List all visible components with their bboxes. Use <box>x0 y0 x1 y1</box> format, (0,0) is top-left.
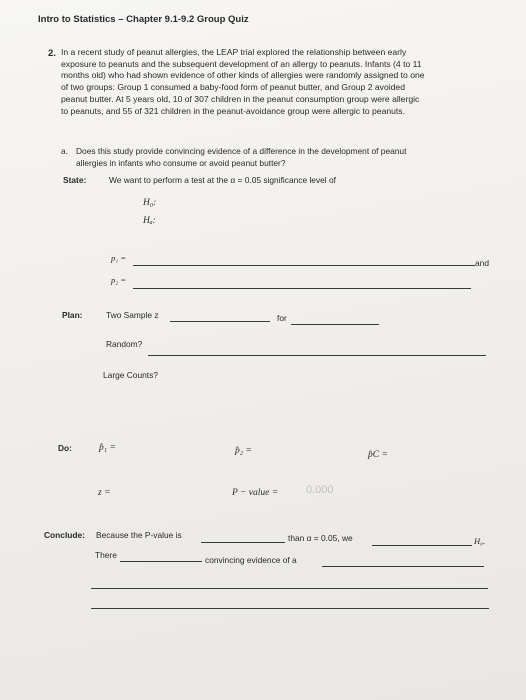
p1-label: p₁ = <box>111 253 127 263</box>
question-number: 2. <box>48 48 56 59</box>
pc-hat-label: p̂C = <box>368 450 388 460</box>
there-blank[interactable] <box>120 561 202 562</box>
decision-blank[interactable] <box>372 545 472 546</box>
part-a-label: a. <box>61 146 68 156</box>
p2-hat-label: p̂₂ = <box>235 446 252 456</box>
for-blank[interactable] <box>291 324 379 325</box>
test-blank[interactable] <box>170 321 270 322</box>
test-name: Two Sample z <box>106 310 159 320</box>
alt-hypothesis-label: Hₐ: <box>143 216 156 226</box>
conclude-h0: H₀. <box>474 536 486 546</box>
question-line: months old) who had shown evidence of other kinds of allergies were randomly assigned to one <box>61 70 425 81</box>
state-label: State: <box>63 175 87 185</box>
part-a-text <box>76 146 406 169</box>
pvalue-compare-blank[interactable] <box>201 542 285 543</box>
question-line: In a recent study of peanut allergies, the LEAP trial explored the relationship between early <box>61 47 407 57</box>
part-a-line: Does this study provide convincing evidence of a difference in the development of peanut <box>76 146 407 156</box>
question-line: to peanuts, and 55 of 321 children in the peanut-avoidance group were allergic to peanuts. <box>61 105 405 116</box>
conclude-text-1: Because the P-value is <box>96 530 182 540</box>
question-line: peanut butter. At 5 years old, 10 of 307 children in the peanut consumption group were allergic <box>61 93 420 104</box>
there-label: There <box>95 550 117 560</box>
state-text: We want to perform a test at the α = 0.05 significance level of <box>109 175 336 185</box>
answer-line-2[interactable] <box>91 608 489 609</box>
p2-blank[interactable] <box>133 288 471 289</box>
null-hypothesis-label: H₀: <box>143 198 157 208</box>
page-title: Intro to Statistics – Chapter 9.1-9.2 Group Quiz <box>38 14 249 25</box>
plan-label: Plan: <box>62 310 83 320</box>
part-a-line: allergies in infants who consume or avoid peanut butter? <box>76 157 286 168</box>
answer-line-1[interactable] <box>91 588 488 589</box>
conclude-label: Conclude: <box>44 530 85 540</box>
large-counts-label: Large Counts? <box>103 370 158 380</box>
p2-label: p₂ = <box>111 275 127 285</box>
conclude-text-2: than α = 0.05, we <box>288 533 353 543</box>
evidence-blank[interactable] <box>322 566 484 567</box>
do-label: Do: <box>58 443 72 453</box>
question-text <box>61 47 521 117</box>
for-label: for <box>277 313 287 323</box>
question-line: exposure to peanuts and the subsequent development of an allergy to peanuts. Infants (4 to 11 <box>61 58 422 69</box>
question-line: of two groups: Group 1 consumed a baby-food form of peanut butter, and Group 2 avoided <box>61 82 405 93</box>
random-label: Random? <box>106 339 143 349</box>
conclude-text-3: convincing evidence of a <box>205 555 297 565</box>
z-label: z = <box>98 488 111 498</box>
and-label: and <box>475 258 489 268</box>
random-blank[interactable] <box>148 355 486 356</box>
pvalue-handwritten: 0.000 <box>306 484 334 496</box>
p1-blank[interactable] <box>133 265 475 266</box>
p1-hat-label: p̂₁ = <box>99 443 116 453</box>
pvalue-label: P − value = <box>232 488 279 498</box>
